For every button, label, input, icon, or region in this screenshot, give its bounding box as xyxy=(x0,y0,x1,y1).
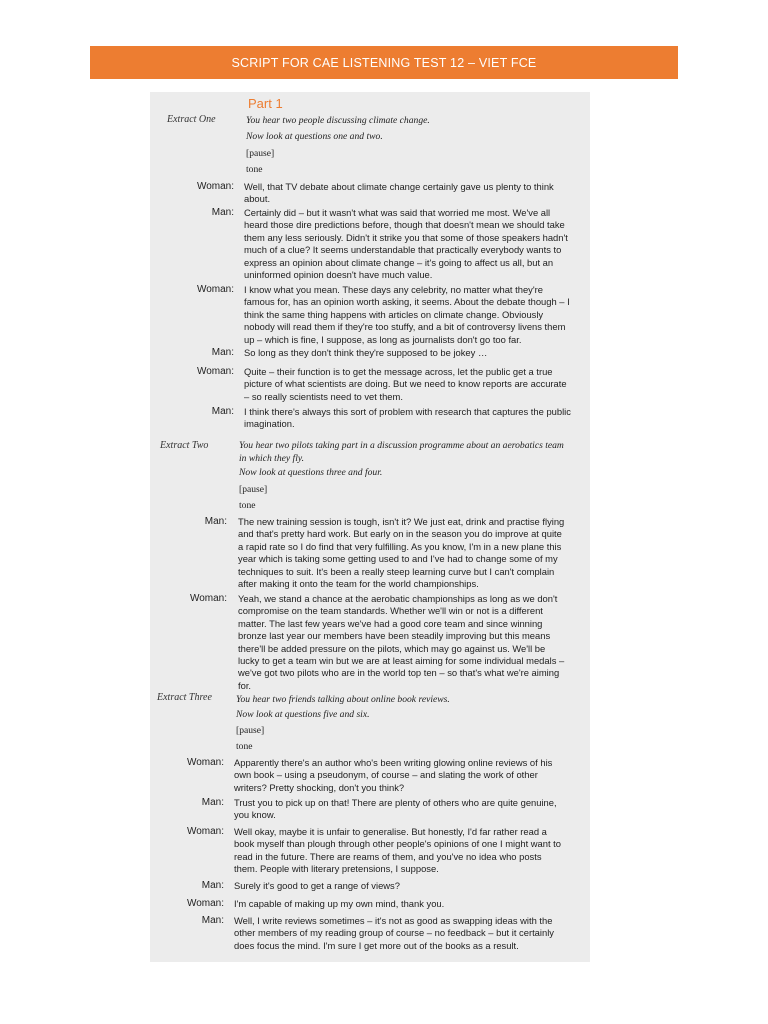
utterance: I'm capable of making up my own mind, thank you. xyxy=(234,898,445,909)
speaker-label: Man: xyxy=(211,347,234,358)
extract-intro: You hear two people discussing climate change. xyxy=(246,115,430,126)
extract-label: Extract Two xyxy=(160,440,209,451)
speaker-label: Man: xyxy=(201,797,224,808)
utterance: Apparently there's an author who's been writing glowing online reviews of his own book – using a pseudonym, of course – and slating the work of other writers? Pretty shocking, don't you think? xyxy=(234,757,553,793)
utterance: Trust you to pick up on that! There are plenty of others who are quite genuine, you know. xyxy=(234,797,557,821)
utterance: The new training session is tough, isn't it? We just eat, drink and practise flying and that's pretty hard work. But early on in the season you do improve at quite a rapid rate so I do find that very fulfilling. As you know, I'm in a new plane this year which is taking some getting used to and I've had to change some of my techniques to suit. It's been a really steep learning curve but I can't complain after making it onto the team for the world championships. xyxy=(238,516,565,590)
extract-label: Extract Three xyxy=(157,692,212,703)
speaker-label: Woman: xyxy=(186,898,224,909)
utterance: Well, I write reviews sometimes – it's not as good as swapping ideas with the other members of my reading group of course – no feedback – but it certainly does focus the mind. I'm sure I get more out of the books as a result. xyxy=(234,915,554,951)
speaker-label: Woman: xyxy=(186,826,224,837)
utterance: Quite – their function is to get the message across, let the public get a true picture of what scientists are doing. But we need to know reports are accurate – so really scientists need to vet them. xyxy=(244,366,567,402)
document-header xyxy=(90,46,678,79)
utterance: I know what you mean. These days any celebrity, no matter what they're famous for, has an opinion worth asking, it seems. About the debate though – I think the same thing happens with articles on climate change. Obviously nobody will read them if they're too stuffy, and a bit of controversy livens them up – which is fine, I suppose, as long as journalists don't go too far. xyxy=(244,284,570,345)
speaker-label: Woman: xyxy=(189,593,227,604)
tone-marker: tone xyxy=(236,741,253,752)
pause-marker: [pause] xyxy=(246,148,275,159)
speaker-label: Man: xyxy=(201,915,224,926)
tone-marker: tone xyxy=(246,164,263,175)
extract-intro: You hear two friends talking about online book reviews. xyxy=(236,694,450,705)
extract-label: Extract One xyxy=(167,114,216,125)
utterance: Surely it's good to get a range of views? xyxy=(234,880,400,891)
speaker-label: Man: xyxy=(204,516,227,527)
extract-instruction: Now look at questions one and two. xyxy=(246,131,383,142)
pause-marker: [pause] xyxy=(239,484,268,495)
speaker-label: Woman: xyxy=(196,284,234,295)
speaker-label: Man: xyxy=(211,207,234,218)
speaker-label: Woman: xyxy=(196,366,234,377)
utterance: Yeah, we stand a chance at the aerobatic championships as long as we don't compromise on the team standards. Whether we'll win or not is a different matter. The last few years we've had a good core team and since winning bronze last year our members have been steadily improving but this means there'll be added pressure on the pilots, which may go against us. We'll be lucky to get a team win but we are at least aiming for some individual medals – we've got two pilots who are in the world top ten – so that's what we're aiming for. xyxy=(238,593,565,691)
utterance: Well okay, maybe it is unfair to generalise. But honestly, I'd far rather read a book myself than plough through other people's opinions of one I might want to read in the future. There are reams of them, and you've no idea who posts them. People with literary pretensions, I suppose. xyxy=(234,826,562,875)
utterance: So long as they don't think they're supposed to be jokey … xyxy=(244,347,488,358)
part-title: Part 1 xyxy=(248,96,283,111)
speaker-label: Man: xyxy=(201,880,224,891)
speaker-label: Man: xyxy=(211,406,234,417)
tone-marker: tone xyxy=(239,500,256,511)
document-title: SCRIPT FOR CAE LISTENING TEST 12 – VIET FCE xyxy=(231,55,537,70)
extract-instruction: Now look at questions five and six. xyxy=(236,709,370,720)
speaker-label: Woman: xyxy=(186,757,224,768)
utterance: I think there's always this sort of problem with research that captures the public imagination. xyxy=(244,406,571,430)
speaker-label: Woman: xyxy=(196,181,234,192)
utterance: Certainly did – but it wasn't what was said that worried me most. We've all heard those dire predictions before, though that doesn't mean we should take them any less seriously. Didn't it strike you that some of those speakers hadn't much of a clue? It seems understandable that practically everybody wants to express an opinion about climate change – it's going to affect us all, but an uninformed opinion doesn't have much value. xyxy=(244,207,568,281)
extract-instruction: Now look at questions three and four. xyxy=(239,467,383,478)
pause-marker: [pause] xyxy=(236,725,265,736)
extract-intro: You hear two pilots taking part in a discussion programme about an aerobatics team in which they fly. xyxy=(239,440,564,464)
utterance: Well, that TV debate about climate change certainly gave us plenty to think about. xyxy=(244,181,554,205)
